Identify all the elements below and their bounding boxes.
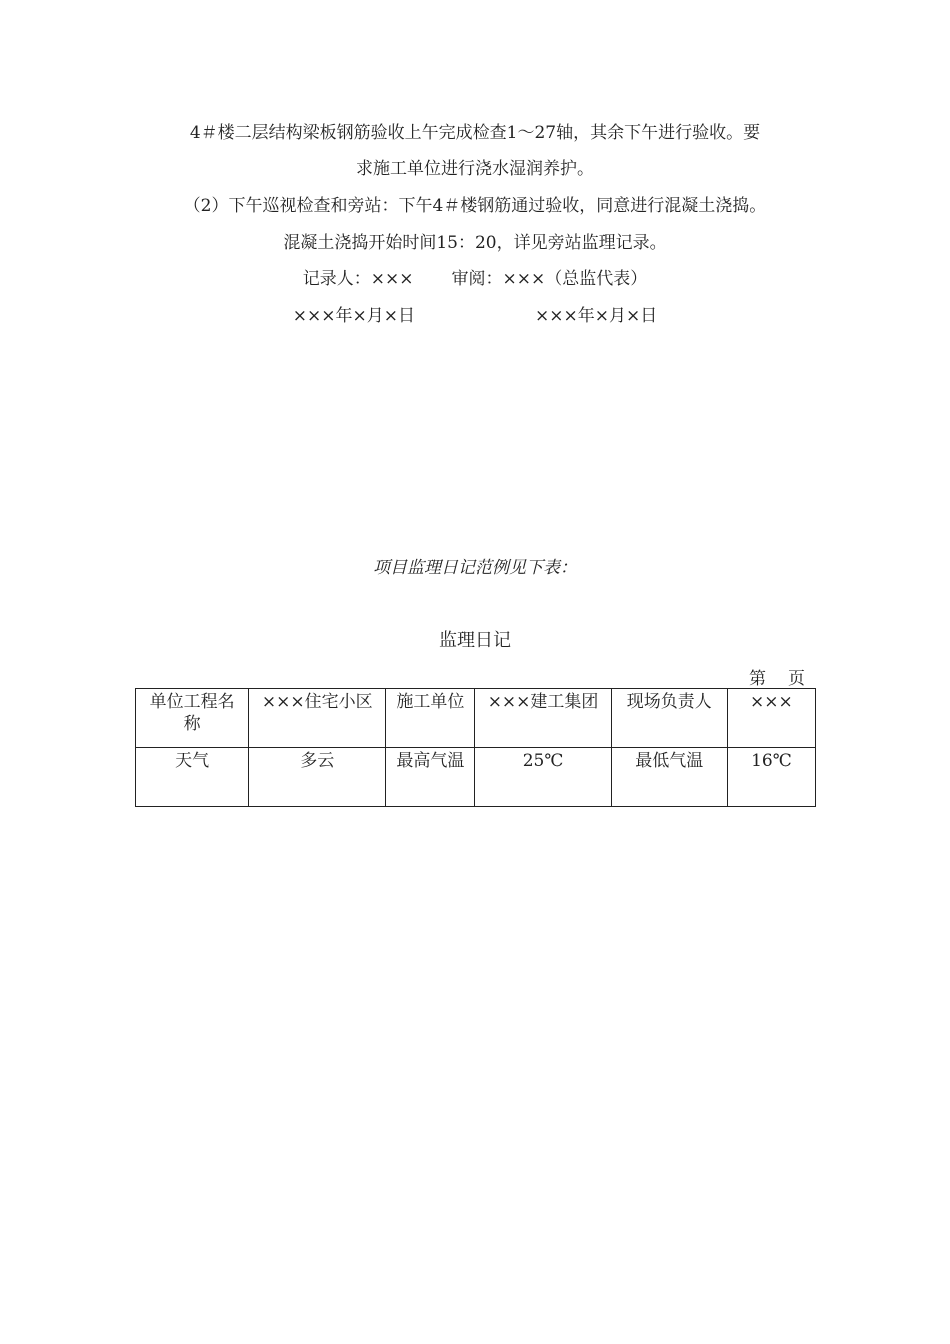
table-title: 监理日记 [439,630,511,651]
body-line-3: （2）下午巡视检查和旁站：下午4＃楼钢筋通过验收，同意进行混凝土浇捣。 [183,196,767,216]
table-row [136,689,816,748]
page-prefix: 第 [749,669,766,689]
date-line [0,301,950,326]
table-cell: 25℃ [475,748,611,807]
table-row [136,748,816,807]
date-left: ×××年×月×日 [292,306,415,326]
body-line-1: 4＃楼二层结构梁板钢筋验收上午完成检查1～27轴，其余下午进行验收。要 [189,123,761,143]
table-cell: 最高气温 [386,748,475,807]
page-suffix: 页 [788,669,805,689]
body-line-4: 混凝土浇捣开始时间15：20，详见旁站监理记录。 [283,233,667,253]
date-right: ×××年×月×日 [535,306,658,326]
table-cell: ×××住宅小区 [249,689,386,748]
body-line-2: 求施工单位进行浇水湿润养护。 [356,159,594,179]
table-cell: 最低气温 [611,748,727,807]
table-cell: 16℃ [727,748,815,807]
table-cell: 单位工程名称 [136,689,249,748]
supervision-diary-table [135,688,816,807]
table-cell: 现场负责人 [611,689,727,748]
signature-line [0,264,950,289]
recorder-text: 记录人：××× [302,269,414,289]
table-cell: ×××建工集团 [475,689,611,748]
table-cell: 施工单位 [386,689,475,748]
table-cell: 天气 [136,748,249,807]
page-number-label [749,664,805,689]
table-cell: ××× [727,689,815,748]
reviewer-text: 审阅：×××（总监代表） [451,269,648,289]
table-caption: 项目监理日记范例见下表： [373,558,577,578]
table-cell: 多云 [249,748,386,807]
